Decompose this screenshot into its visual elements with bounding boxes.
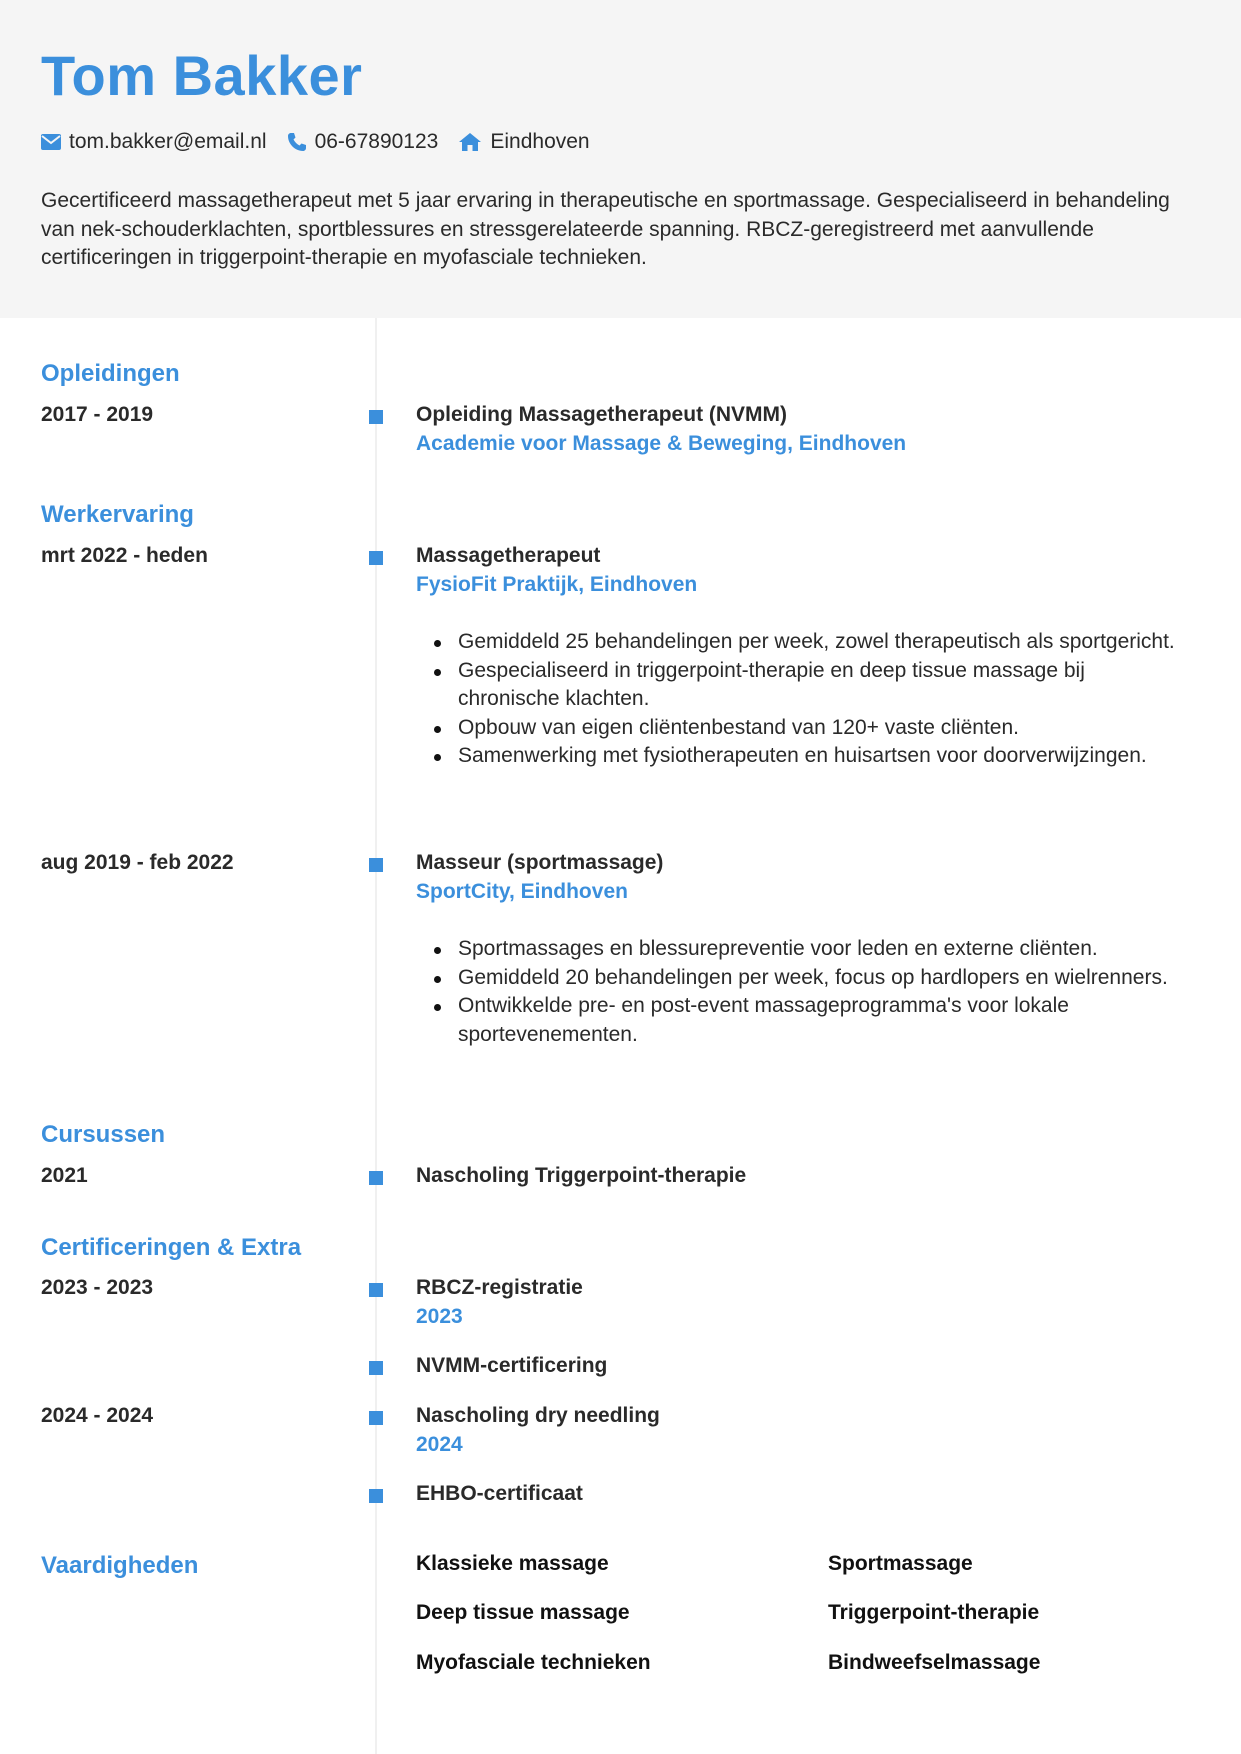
certification-title: EHBO-certificaat bbox=[416, 1482, 583, 1505]
education-institution: Academie voor Massage & Beweging, Eindhoven bbox=[416, 432, 907, 455]
list-item: Gespecialiseerd in triggerpoint-therapie en deep tissue massage bij chronische klachten. bbox=[458, 657, 1178, 714]
section-title-education: Opleidingen bbox=[41, 360, 180, 387]
candidate-name: Tom Bakker bbox=[41, 44, 363, 107]
list-item: Opbouw van eigen cliëntenbestand van 120+ vaste cliënten. bbox=[458, 714, 1178, 743]
certification-title: Nascholing dry needling bbox=[416, 1404, 660, 1427]
certification-year: 2024 bbox=[416, 1433, 463, 1456]
section-title-certifications: Certificeringen & Extra bbox=[41, 1234, 302, 1261]
email-text: tom.bakker@email.nl bbox=[69, 130, 267, 153]
timeline-marker bbox=[369, 1361, 383, 1375]
experience-title: Masseur (sportmassage) bbox=[416, 851, 664, 874]
certification-title: RBCZ-registratie bbox=[416, 1276, 583, 1299]
phone-text: 06-67890123 bbox=[314, 130, 439, 153]
contact-phone[interactable] bbox=[287, 130, 439, 154]
certification-title: NVMM-certificering bbox=[416, 1354, 608, 1377]
contact-info bbox=[41, 128, 610, 156]
timeline-marker bbox=[369, 1489, 383, 1503]
certification-date: 2024 - 2024 bbox=[41, 1404, 154, 1427]
list-item: Gemiddeld 25 behandelingen per week, zowel therapeutisch als sportgericht. bbox=[458, 628, 1178, 657]
education-title: Opleiding Massagetherapeut (NVMM) bbox=[416, 403, 788, 426]
experience-date: aug 2019 - feb 2022 bbox=[41, 851, 234, 874]
list-item: Gemiddeld 20 behandelingen per week, focus op hardlopers en wielrenners. bbox=[458, 964, 1178, 993]
contact-email[interactable] bbox=[41, 130, 267, 154]
skill-item: Myofasciale technieken bbox=[416, 1651, 651, 1674]
experience-title: Massagetherapeut bbox=[416, 544, 601, 567]
certification-date: 2023 - 2023 bbox=[41, 1276, 154, 1299]
certification-year: 2023 bbox=[416, 1305, 463, 1328]
section-title-skills: Vaardigheden bbox=[41, 1552, 199, 1579]
envelope-icon bbox=[41, 134, 61, 150]
section-title-experience: Werkervaring bbox=[41, 501, 194, 528]
experience-bullets bbox=[458, 935, 1178, 1049]
timeline-marker bbox=[369, 410, 383, 424]
skill-item: Sportmassage bbox=[828, 1552, 973, 1575]
home-icon bbox=[458, 132, 482, 152]
course-date: 2021 bbox=[41, 1164, 88, 1187]
profile-summary: Gecertificeerd massagetherapeut met 5 jaar ervaring in therapeutische en sportmassage. Gespecialiseerd in behandeling van nek-schouderklachten, sportblessures en stressgerelateerde spanning. RBCZ-geregistreerd met aanvullende certificeringen in triggerpoint-therapie en myofasciale technieken. bbox=[41, 189, 1170, 269]
experience-bullets bbox=[458, 628, 1178, 771]
contact-city bbox=[458, 130, 589, 154]
timeline-marker bbox=[369, 551, 383, 565]
timeline-marker bbox=[369, 1411, 383, 1425]
course-title: Nascholing Triggerpoint-therapie bbox=[416, 1164, 747, 1187]
experience-company: SportCity, Eindhoven bbox=[416, 880, 628, 903]
education-date: 2017 - 2019 bbox=[41, 403, 154, 426]
list-item: Ontwikkelde pre- en post-event massageprogramma's voor lokale sportevenementen. bbox=[458, 992, 1178, 1049]
phone-icon bbox=[287, 132, 307, 152]
timeline-divider bbox=[375, 318, 377, 1754]
city-text: Eindhoven bbox=[490, 130, 590, 153]
experience-company: FysioFit Praktijk, Eindhoven bbox=[416, 573, 698, 596]
timeline-marker bbox=[369, 1283, 383, 1297]
experience-date: mrt 2022 - heden bbox=[41, 544, 208, 567]
list-item: Samenwerking met fysiotherapeuten en huisartsen voor doorverwijzingen. bbox=[458, 742, 1178, 771]
list-item: Sportmassages en blessurepreventie voor leden en externe cliënten. bbox=[458, 935, 1178, 964]
section-title-courses: Cursussen bbox=[41, 1121, 166, 1148]
skill-item: Bindweefselmassage bbox=[828, 1651, 1041, 1674]
timeline-marker bbox=[369, 1171, 383, 1185]
skill-item: Triggerpoint-therapie bbox=[828, 1601, 1040, 1624]
skill-item: Klassieke massage bbox=[416, 1552, 609, 1575]
skill-item: Deep tissue massage bbox=[416, 1601, 630, 1624]
cv-header bbox=[0, 0, 1241, 318]
timeline-marker bbox=[369, 858, 383, 872]
